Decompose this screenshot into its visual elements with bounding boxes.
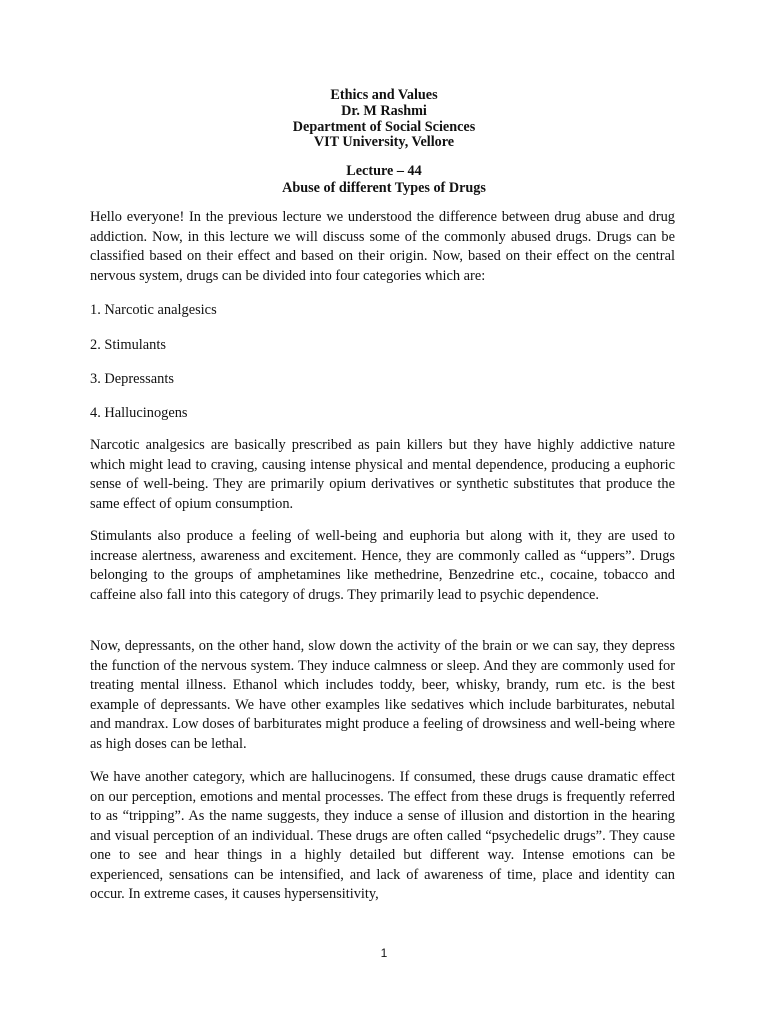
instructor-name: Dr. M Rashmi	[341, 102, 427, 119]
depressants-paragraph: Now, depressants, on the other hand, slow down the activity of the brain or we can say, they depress the function of the nervous system. They induce calmness or sleep. And they are commonly used for treating mental illness. Ethanol which includes toddy, beer, whisky, brandy, rum etc. is the best example of depressants. We have other examples like sedatives which include barbiturates, nebutal and mandrax. Low doses of barbiturates might produce a feeling of drowsiness and well-being where as high doses can be lethal.	[90, 638, 675, 752]
category-item-stimulants: 2. Stimulants	[90, 337, 166, 353]
category-item-hallucinogens: 4. Hallucinogens	[90, 405, 188, 421]
narcotics-paragraph: Narcotic analgesics are basically prescribed as pain killers but they have highly addictive nature which might lead to craving, causing intense physical and mental dependence, producing a euphoric sense of well-being. They are primarily opium derivatives or synthetic substitutes that produce the same effect of opium consumption.	[90, 437, 675, 512]
lecture-number: Lecture – 44	[346, 163, 422, 179]
lecture-title: Abuse of different Types of Drugs	[282, 179, 486, 196]
course-title: Ethics and Values	[330, 87, 438, 103]
lecture-heading	[0, 163, 768, 196]
university-name: VIT University, Vellore	[313, 134, 455, 151]
document-header	[0, 88, 768, 151]
category-item-depressants: 3. Depressants	[90, 371, 174, 387]
page-number: 1	[380, 946, 388, 960]
category-item-narcotics: 1. Narcotic analgesics	[90, 302, 217, 318]
intro-paragraph: Hello everyone! In the previous lecture we understood the difference between drug abuse and drug addiction. Now, in this lecture we will discuss some of the commonly abused drugs. Drugs can be classified based on their effect and based on their origin. Now, based on their effect on the central nervous system, drugs can be divided into four categories which are:	[90, 209, 675, 284]
stimulants-paragraph: Stimulants also produce a feeling of well-being and euphoria but along with it, they are used to increase alertness, awareness and excitement. Hence, they are commonly called as “uppers”. Drugs belonging to the groups of amphetamines like methedrine, Benzedrine etc., cocaine, tobacco and caffeine also fall into this category of drugs. They primarily lead to psychic dependence.	[90, 528, 675, 603]
department-name: Department of Social Sciences	[292, 118, 476, 135]
hallucinogens-paragraph: We have another category, which are hallucinogens. If consumed, these drugs cause dramatic effect on our perception, emotions and mental processes. The effect from these drugs is frequently referred to as “tripping”. As the name suggests, they induce a sense of illusion and distortion in the hearing and visual perception of an individual. These drugs are often called “psychedelic drugs”. They cause one to see and hear things in a highly detailed but different way. Intense emotions can be experienced, sensations can be intensified, and lack of awareness of time, place and identity can occur. In extreme cases, it causes hypersensitivity,	[90, 769, 675, 902]
